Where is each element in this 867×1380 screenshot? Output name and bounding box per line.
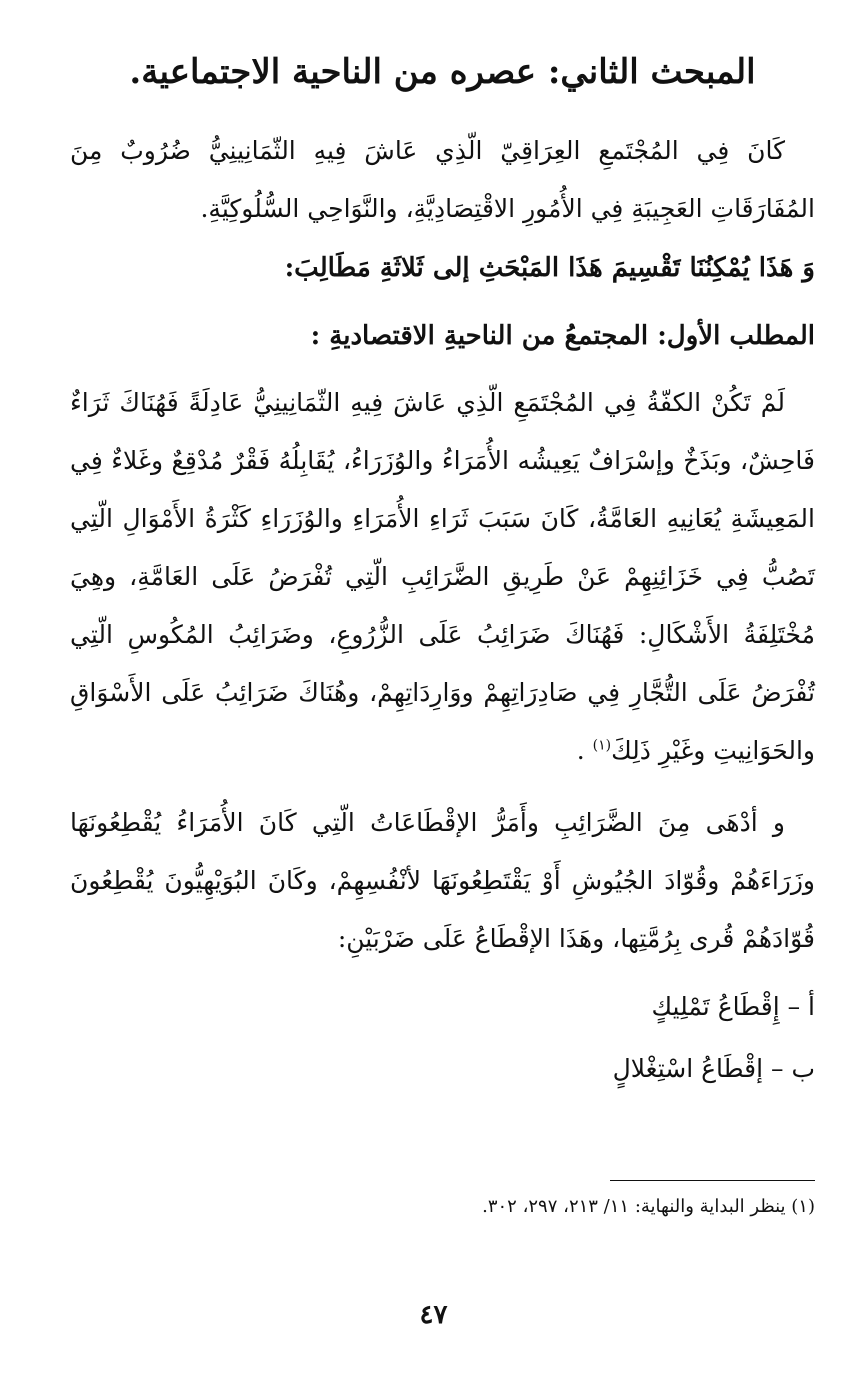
spacer xyxy=(70,780,815,794)
paragraph-feudal-grants: و أدْهَى مِنَ الضَّرَائِبِ وأَمَرُّ الإقْطَاعَاتُ الّتِي كَانَ الأُمَرَاءُ يُقْطِعُونَهَا وزَرَاءَهُمْ وقُوّادَ الجُيُوشِ أَوْ يَقْتَطِعُونَهَا لأنْفُسِهِمْ، وكَانَ البُوَيْهِيُّونَ يُقْطِعُونَ قُوّادَهُمْ قُرى بِرُمَّتِها، وهَذَا الإقْطَاعُ عَلَى ضَرْبَيْنِ: xyxy=(70,808,815,954)
paragraph-1-text: لَمْ تَكُنْ الكفّةُ فِي المُجْتَمَعِ الّذِي عَاشَ فِيهِ الثّمَانِينِيُّ عَادِلَةً فَهُنَاكَ ثَرَاءٌ فَاحِشٌ، وبَذَخٌ وإسْرَافٌ يَعِيشُه الأُمَرَاءُ والوُزَرَاءُ، يُقَابِلُهُ فَقْرٌ مُدْقِعٌ وغَلاءٌ فِي المَعِيشَةِ يُعَانِيهِ العَامَّةُ، كَانَ سَبَبَ ثَرَاءِ الأُمَرَاءِ والوُزَرَاءِ كَثْرَةُ الأَمْوَالِ الّتِي تَصُبُّ فِي خَزَائِنِهِمْ عَنْ طَرِيقِ الضَّرَائِبِ الّتِي تُفْرَضُ عَلَى العَامَّةِ، وهِيَ مُخْتَلِفَةُ الأَشْكَالِ: فَهُنَاكَ ضَرَائِبُ عَلَى الزُّرُوعِ، وضَرَائِبُ المُكُوسِ الّتِي تُفْرَضُ عَلَى التُّجَّارِ فِي صَادِرَاتِهِمْ ووَارِدَاتِهِمْ، وهُنَاكَ ضَرَائِبُ عَلَى الأَسْوَاقِ والحَوَانِيتِ وغَيْرِ ذَلِكَ xyxy=(70,388,815,766)
section-heading: المطلب الأول: المجتمعُ من الناحيةِ الاقتصاديةِ : xyxy=(310,321,815,352)
spacer xyxy=(70,366,815,374)
footnote-reference: (١) xyxy=(592,737,612,754)
paragraph-economic-inequality xyxy=(70,374,815,780)
page-title: المبحث الثاني: عصره من الناحية الاجتماعية. xyxy=(129,52,756,92)
list-item-exploitation-grant: ب – إقْطَاعُ اسْتِغْلالٍ xyxy=(612,1054,815,1084)
footnote-divider xyxy=(610,1180,815,1181)
book-page xyxy=(70,50,815,1100)
page-number: ٤٧ xyxy=(419,1300,448,1330)
division-statement: وَ هَذَا يُمْكِنُنَا تَقْسِيمَ هَذَا المَبْحَثِ إلى ثَلاثَةِ مَطَالِبَ: xyxy=(284,253,815,284)
intro-paragraph: كَانَ فِي المُجْتَمعِ العِرَاقِيّ الّذِي عَاشَ فِيهِ الثّمَانِينِيُّ ضُرُوبٌ مِنَ المُفَارَقَاتِ العَجِيبَةِ فِي الأُمُورِ الاقْتِصَادِيَّةِ، والنَّوَاحِي السُّلُوكِيَّةِ. xyxy=(70,136,815,224)
paragraph-1-end: . xyxy=(576,736,593,766)
spacer xyxy=(70,968,815,976)
list-item-ownership-grant: أ – إِقْطَاعُ تَمْلِيكٍ xyxy=(651,992,815,1022)
footnote: (١) ينظر البداية والنهاية: ١١/ ٢١٣، ٢٩٧، ٣٠٢. xyxy=(482,1196,815,1217)
spacer xyxy=(70,298,815,306)
